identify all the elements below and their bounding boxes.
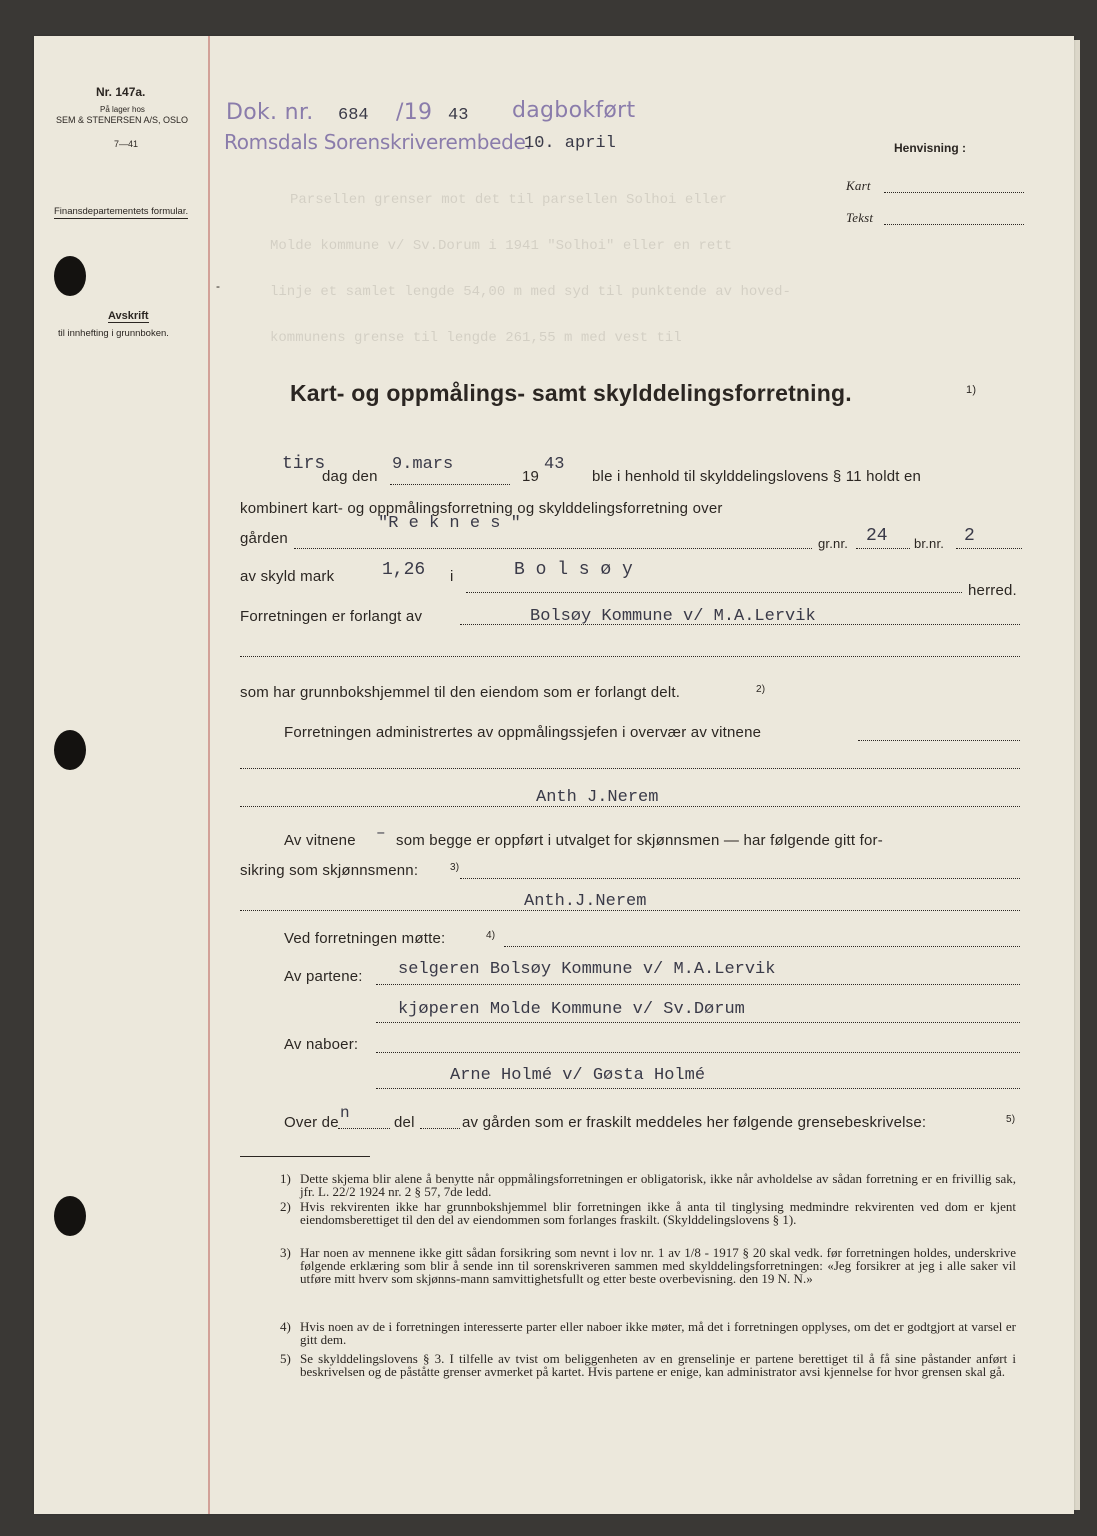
partene-value-2: kjøperen Molde Kommune v/ Sv.Dørum — [398, 1000, 745, 1019]
partene-line-2 — [376, 1022, 1020, 1023]
grensebeskrivelse-text: av gården som er fraskilt meddeles her følgende grensebeskrivelse: — [462, 1114, 927, 1131]
document-title: Kart- og oppmålings- samt skylddelingsforretning. — [290, 380, 852, 406]
skyld-value: 1,26 — [382, 560, 426, 580]
i-label: i — [450, 568, 454, 585]
show-through-text: linje et samlet lengde 54,00 m med syd til punktende av hoved- — [270, 284, 791, 300]
partene-value-1: selgeren Bolsøy Kommune v/ M.A.Lervik — [398, 960, 776, 979]
garden-value: "R e k n e s " — [378, 514, 521, 533]
dok-nr-value: 684 — [338, 106, 369, 125]
dagbokfort-stamp: dagbokført — [512, 98, 636, 123]
garden-label: gården — [240, 530, 288, 547]
forlangt-value: Bolsøy Kommune v/ M.A.Lervik — [530, 607, 816, 626]
grnr-line — [856, 548, 910, 549]
footnote-number: 2) — [280, 1199, 291, 1214]
kart-line — [884, 192, 1024, 193]
line2-text: kombinert kart- og oppmålingsforretning og skylddelingsforretning over — [240, 500, 723, 517]
admin-text: Forretningen administrertes av oppmålingssjefen i overvær av vitnene — [284, 724, 762, 741]
skjonnsmann-line — [240, 910, 1020, 911]
forlangt-label: Forretningen er forlangt av — [240, 608, 423, 625]
naboer-label: Av naboer: — [284, 1036, 359, 1053]
footnote-1: Dette skjema blir alene å benytte når oppmålingsforretningen er obligatorisk, ikke når avholdelse av sådan forretning er en frivillig sak, jfr. L. 22/2 1924 nr. 2 § 57, 7de ledd. — [300, 1171, 1016, 1199]
publisher-line: På lager hos — [100, 105, 145, 114]
herred-label: herred. — [968, 582, 1017, 599]
margin-dash: - — [216, 279, 220, 293]
year-value: 43 — [544, 455, 565, 474]
skjonnsmann-value: Anth.J.Nerem — [524, 892, 647, 911]
naboer-line — [376, 1052, 1020, 1053]
henvisning-label: Henvisning : — [894, 141, 967, 155]
form-number: Nr. 147a. — [96, 85, 146, 99]
footnote-number: 4) — [280, 1319, 291, 1334]
dok-year-suffix: 43 — [448, 106, 469, 125]
publisher-code: 7—41 — [114, 139, 139, 149]
partene-label: Av partene: — [284, 968, 363, 985]
date-value: 9.mars — [392, 455, 454, 474]
dok-nr-label: Dok. nr. — [226, 100, 314, 125]
show-through-text: Parsellen grenser mot det til parsellen Solhoi eller — [290, 192, 727, 208]
footnote-rule — [240, 1156, 370, 1157]
century-label: 19 — [522, 468, 540, 485]
footnote-number: 1) — [280, 1171, 291, 1186]
footnote-4: Hvis noen av de i forretningen interesserte parter eller naboer ikke møter, må det i forretningen opplyses, om det er godtgjort at varsel er gitt dem. — [300, 1319, 1016, 1347]
vitne-label: Av vitnene — [284, 832, 356, 849]
del-label: del — [394, 1114, 415, 1131]
grnr-label: gr.nr. — [818, 536, 849, 551]
over-line — [338, 1128, 390, 1129]
garden-line — [294, 548, 812, 549]
brnr-value: 2 — [964, 526, 975, 546]
punch-hole — [54, 1196, 86, 1236]
footnote-5: Se skylddelingslovens § 3. I tilfelle av tvist om beliggenheten av en grenselinje er partene berettiget til å få sine påstander anført i beskrivelsen og de påståtte grenser avmerket på kartet. Hvis partene er enige, kan administrator avsi kjennelse for hvor grensen skal gå. — [300, 1351, 1016, 1379]
brnr-label: br.nr. — [914, 536, 945, 551]
footnote-number: 3) — [280, 1245, 291, 1260]
herred-value: B o l s ø y — [514, 560, 633, 580]
brnr-line — [956, 548, 1022, 549]
forlangt-line — [460, 624, 1020, 625]
vitne-text: som begge er oppført i utvalget for skjønnsmen — har følgende gitt for- — [396, 832, 883, 849]
stamp-date: 10. april — [524, 134, 616, 153]
grense-footnote-ref: 5) — [1006, 1114, 1016, 1125]
dok-year-prefix: /19 — [396, 100, 433, 125]
date-line — [390, 484, 510, 485]
formular-label: Finansdepartementets formular. — [54, 206, 189, 217]
herred-line — [466, 592, 962, 593]
footnote-number: 5) — [280, 1351, 291, 1366]
naboer-value: Arne Holmé v/ Gøsta Holmé — [450, 1066, 706, 1085]
motte-line — [504, 946, 1020, 947]
publisher-name: SEM & STENERSEN A/S, OSLO — [56, 115, 189, 125]
line1-text: ble i henhold til skylddelingslovens § 11 holdt en — [592, 468, 922, 485]
dag-den-label: dag den — [322, 468, 378, 485]
witness-line — [240, 806, 1020, 807]
margin-rule — [208, 36, 210, 1514]
grnr-value: 24 — [866, 526, 888, 546]
punch-hole — [54, 256, 86, 296]
partene-line — [376, 984, 1020, 985]
office-stamp: Romsdals Sorenskriverembede. — [224, 130, 532, 154]
footnote-2: Hvis rekvirenten ikke har grunnbokshjemmel blir forretningen ikke å anta til tinglysing medmindre rekvirenten ved dom er kjent eiendomsberettiget til den del av eiendommen som forlanges fraskilt. (Skylddelingslovens § 1). — [300, 1199, 1016, 1227]
del-line — [420, 1128, 460, 1129]
tekst-line — [884, 224, 1024, 225]
show-through-text: Molde kommune v/ Sv.Dorum i 1941 "Solhoi" eller en rett — [270, 238, 733, 254]
grunnbok-text: som har grunnbokshjemmel til den eiendom som er forlangt delt. — [240, 684, 681, 701]
admin-line-2 — [240, 768, 1020, 769]
kart-label: Kart — [846, 178, 871, 193]
avskrift-sub: til innhefting i grunnboken. — [58, 328, 169, 339]
motte-footnote-ref: 4) — [486, 930, 496, 941]
show-through-text: kommunens grense til lengde 261,55 m med vest til — [270, 330, 682, 346]
punch-hole — [54, 730, 86, 770]
forsikring-text: sikring som skjønnsmenn: — [240, 862, 419, 879]
skyld-label: av skyld mark — [240, 568, 335, 585]
forlangt-line-2 — [240, 656, 1020, 657]
title-footnote-ref: 1) — [966, 384, 977, 396]
over-label: Over de — [284, 1114, 339, 1131]
naboer-line-2 — [376, 1088, 1020, 1089]
admin-line — [858, 740, 1020, 741]
grunnbok-footnote-ref: 2) — [756, 684, 766, 695]
over-n-value: n — [340, 1104, 350, 1122]
motte-label: Ved forretningen møtte: — [284, 930, 446, 947]
witness-value: Anth J.Nerem — [536, 788, 659, 807]
vitne-mark: – — [376, 824, 386, 842]
forsikring-footnote-ref: 3) — [450, 862, 460, 873]
avskrift-label: Avskrift — [108, 310, 149, 322]
tekst-label: Tekst — [846, 210, 874, 225]
document-page — [34, 36, 1074, 1514]
footnote-3: Har noen av mennene ikke gitt sådan forsikring som nevnt i lov nr. 1 av 1/8 - 1917 § 20 skal vedk. før forretningen holdes, underskrive følgende erklæring som blir å sende inn til sorenskriveren sammen med skylddelingsforretningen: «Jeg forsikrer at jeg i alle saker vil utføre mitt hverv som skjønns-mann samvittighetsfullt og etter beste overbevisning. den 19 N. N.» — [300, 1245, 1016, 1286]
weekday-value: tirs — [282, 454, 326, 474]
forsikring-line — [460, 878, 1020, 879]
